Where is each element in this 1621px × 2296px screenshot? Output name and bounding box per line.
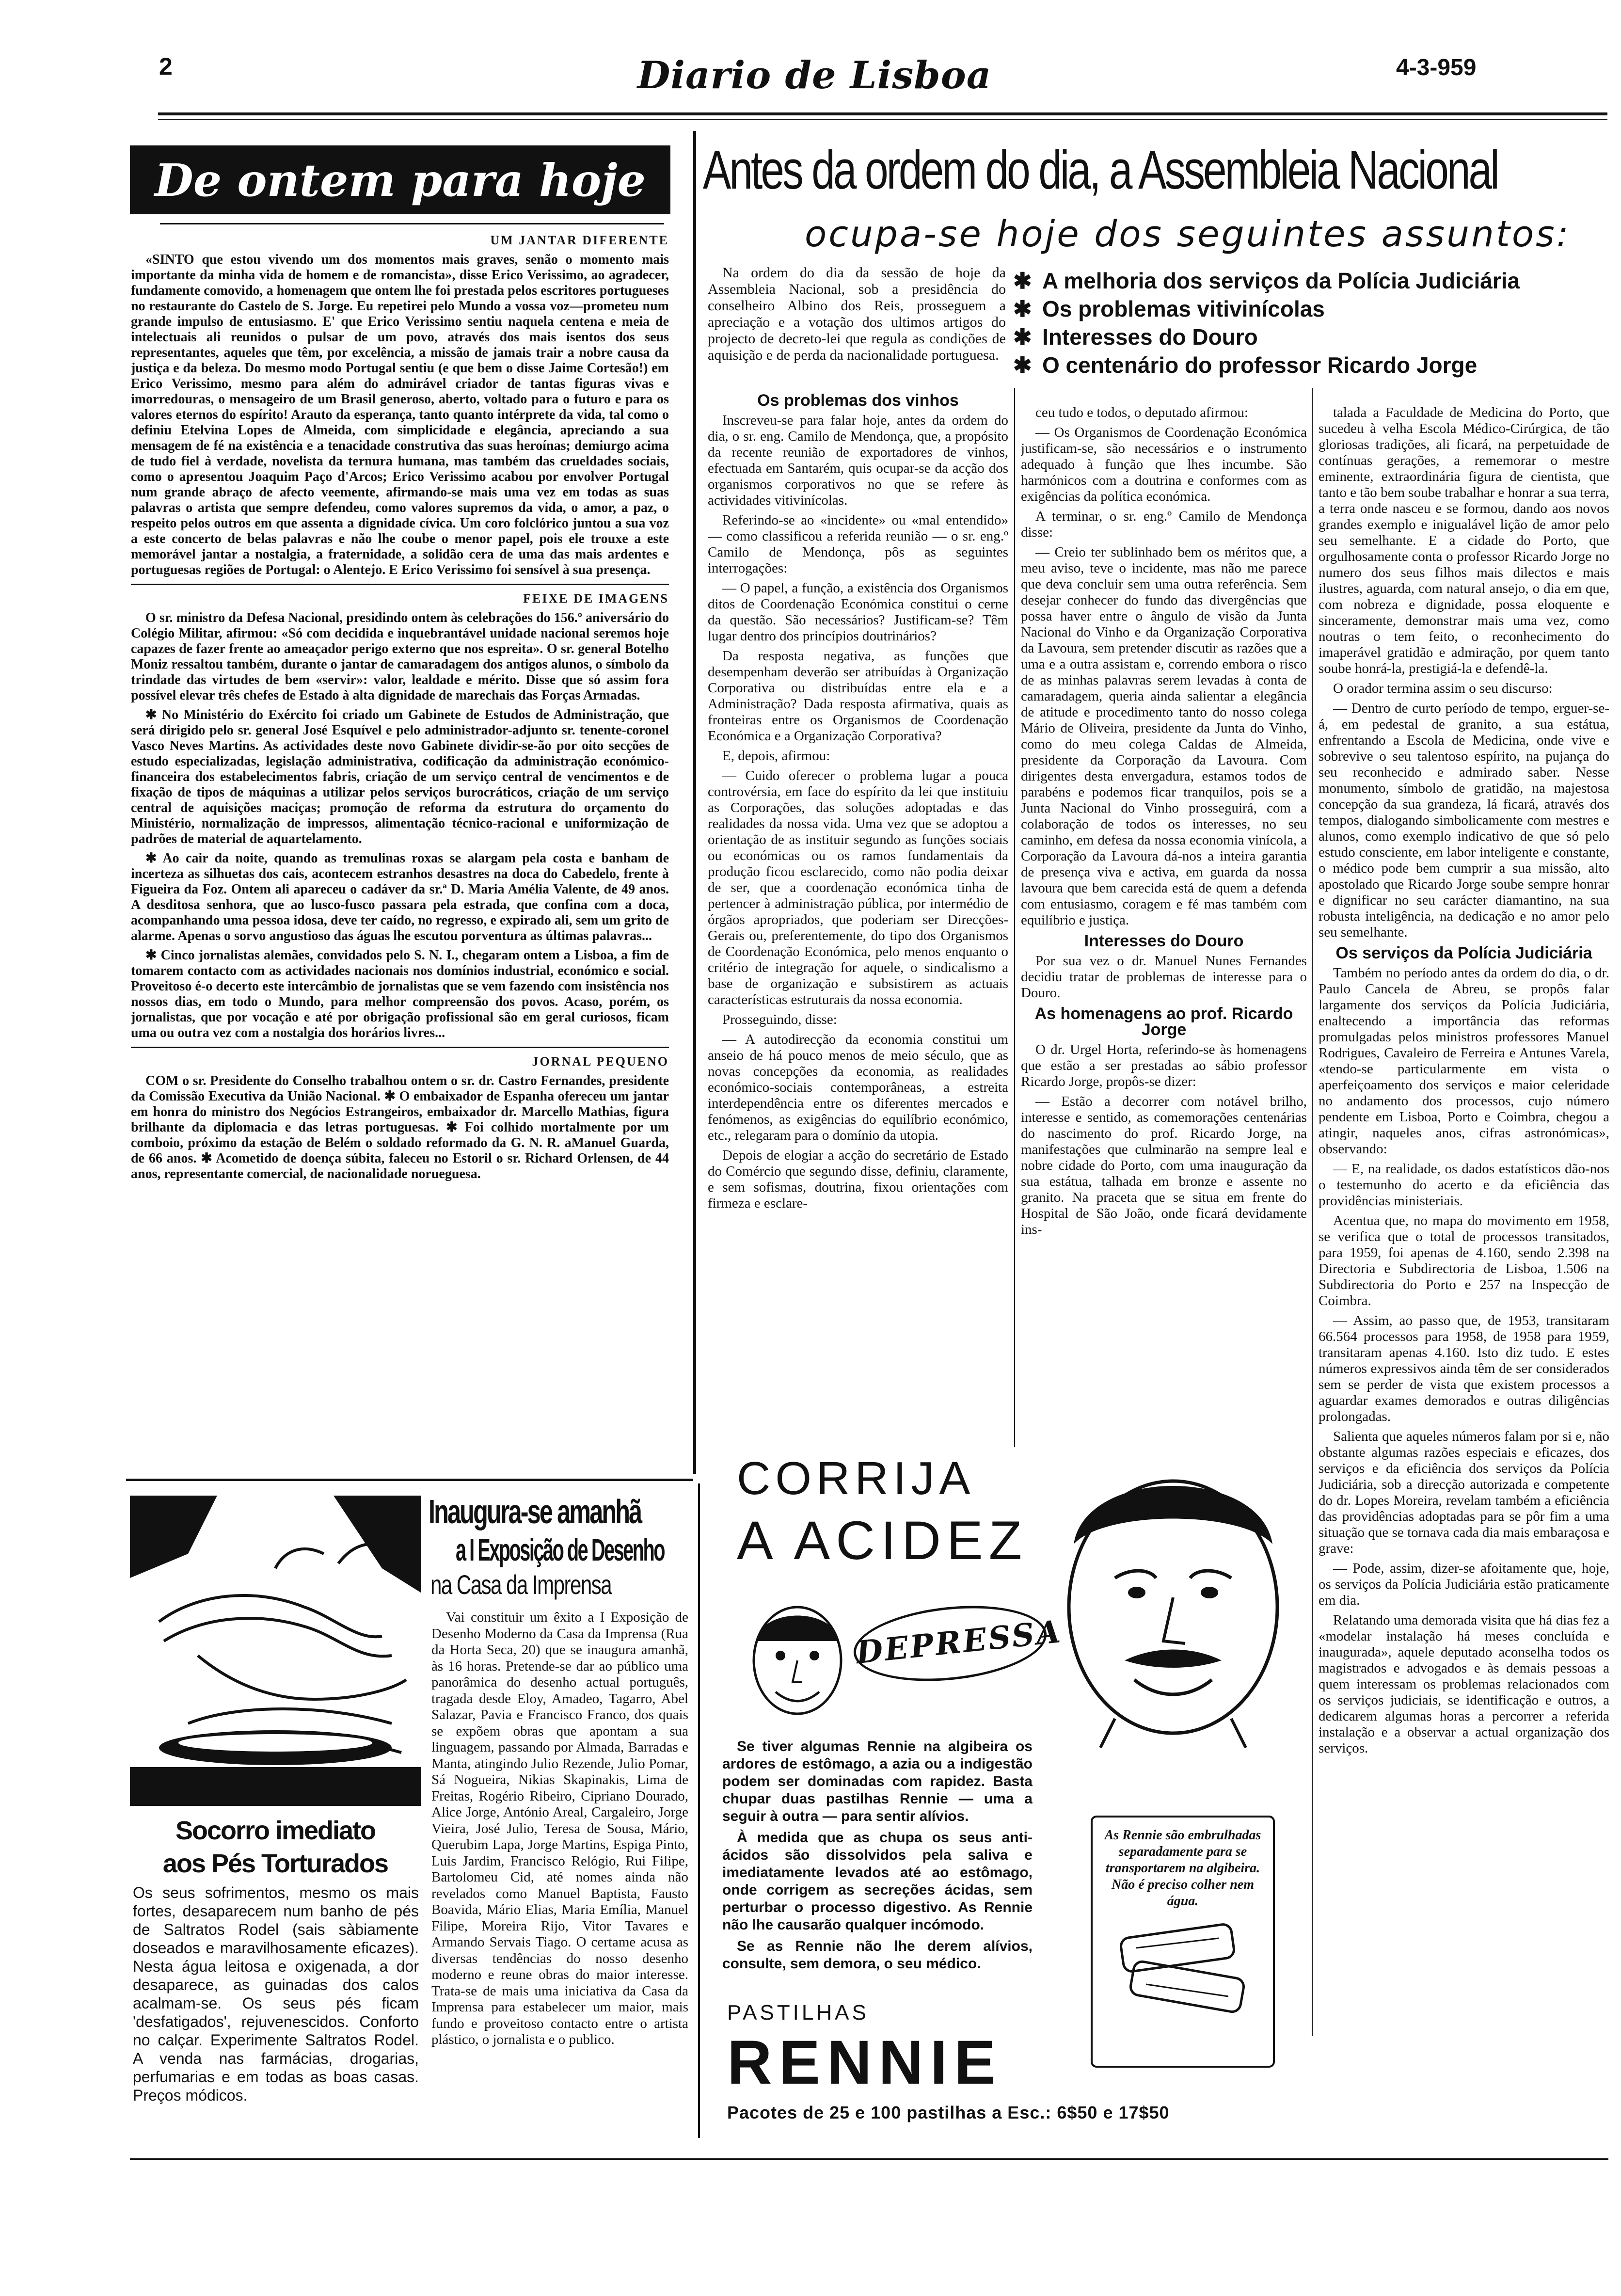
page-number: 2: [159, 53, 173, 80]
story-paragraph: ✱ Ao cair da noite, quando as tremulinas roxas se alargam pela costa e banham de incerteza as silhuetas dos cais, acontecem estranhos desastres na doca do Cabedelo, frente à Figueira da Foz. Ontem ali apareceu o cadáver da sr.ª D. Maria Amélia Valente, de 49 anos. A desditosa senhora, que ao lusco-fusco passara pela estrada, que confina com a doca, acompanhando uma pessoa idosa, deve ter caído, no regresso, e expirado ali, sem um grito de alarme. Apenas o sorvo angustioso das águas lhe escutou porventura as últimas palavras...: [131, 851, 669, 943]
story-heading: UM JANTAR DIFERENTE: [490, 233, 669, 247]
subhead-policia-judiciaria: Os serviços da Polícia Judiciária: [1335, 944, 1592, 962]
topic-item: ✱ O centenário do professor Ricardo Jorge: [1013, 351, 1614, 379]
column-divider: [1312, 388, 1313, 2036]
subhead-vinhos: Os problemas dos vinhos: [757, 391, 959, 410]
ad-feet-title-2: aos Pés Torturados: [162, 1849, 388, 1878]
header-rule-thin: [158, 119, 1607, 120]
asterisk-icon: ✱: [1013, 352, 1032, 378]
topic-item: ✱ Interesses do Douro: [1013, 323, 1614, 351]
column-divider: [698, 1483, 700, 2138]
assembly-headline: Antes da ordem do dia, a Assembleia Nacional: [703, 140, 1498, 200]
story-paragraph: ✱ No Ministério do Exército foi criado um Gabinete de Estudos de Administração, que será dirigido pelo sr. general José Esquível e pelo administrador-adjunto sr. tenente-coronel Vasco Neves Martins. As actividades deste novo Gabinete dividir-se-ão por oito secções de estudo especializadas, legislação administrativa, codificação da administração económico-financeira dos estabelecimentos fabris, criação de um serviço central de vencimentos e de fixação de tipos de máquinas a utilizar pelos serviços burocráticos, criação de um serviço central de aquisições maciças; promoção de reforma da estrutura do orçamento do Ministério, normalização de impressos, alimentação técnico-racional e uniformização de padrões de material de aquartelamento.: [131, 707, 669, 846]
story-paragraph: «SINTO que estou vivendo um dos momentos mais graves, senão o momento mais importante da minha vida de homem e de romancista», disse Erico Verissimo, ao agradecer, fundamente comovido, a homenagem que ontem lhe foi prestada pelos escritores portugueses no restaurante do Castelo de S. Jorge. Eu repetirei pelo Mundo a vossa voz—prometeu num grande impulso de entusiasmo. E' que Erico Verissimo sentiu naquela centena e meia de intelectuais ali reunidos o pulsar de um povo, através dos mais isentos dos seus representantes, aqueles que têm, por excelência, a missão de jamais trair a nobre causa da justiça e da beleza. Do mesmo modo Portugal sentiu (e que bem o disse Jaime Cortesão!) em Erico Verissimo, mesmo para além do admirável criador de tantas figuras vivas e imorredouras, o mensageiro de um Brasil generoso, aberto, voltado para o futuro e para os valores eternos do espírito! Arauto da esperança, tanto quanto intérprete da vida, tal como o definiu Etelvina Lopes de Almeida, com simplicidade e elegância, apreciando a sua mensagem de fé na existência e a tenacidade construtiva das suas heroínas; demiurgo acima de tudo fiel à verdade, novelista da ternura humana, mas também das crueldades sociais, como o apresentou Joaquim Paço d'Arcos; Erico Verissimo acabou por envolver Portugal num grande abraço de afecto veemente, afirmando-se mais uma vez em todas as suas palavras o artista que sempre defendeu, como valores supremos da vida, o amor, a paz, o respeito pelos outros em que assenta a dignidade cívica. Um coro folclórico juntou a sua voz a este concerto de belas palavras e não lhe coube o menor papel, pois ele trouxe a este memorável jantar a nostalgia, a fraternidade, a solidão cera de uma das mais ardentes e portuguesas regiões de Portugal: o Alentejo. E Erico Verissimo foi sensível à sua presença.: [131, 252, 669, 577]
rennie-brand-small: PASTILHAS: [727, 2001, 869, 2025]
column-divider: [693, 131, 696, 1474]
exposicao-body: Vai constituir um êxito a I Exposição de Desenho Moderno da Casa da Imprensa (Rua da Horta Seca, 20) que se inaugura amanhã, às 16 horas. Pretende-se dar ao público uma panorâmica do desenho actual português, tragada desde Eloy, Amadeo, Tagarro, Abel Salazar, Pavia e Francisco Franco, dos quais se expõem obras que apontam a sua linguagem, passando por Almada, Barradas e Manta, atingindo Julio Rezende, Julio Pomar, Sá Nogueira, Nikias Skapinakis, Lima de Freitas, Rogério Ribeiro, Cipriano Dourado, Alice Jorge, António Areal, Cargaleiro, Jorge Vieira, José Julio, Teresa de Sousa, Mário, Querubim Lapa, Jorge Martins, Espiga Pinto, Luis Jardim, Francisco Relógio, Rui Filipe, Bartolomeu Cid, até nomes ainda não revelados como Manuel Baptista, Fausto Boavida, Mário Elias, Maria Emília, Manuel Filipe, Moreira Rijo, Vitor Tavares e Armando Servais Tiago. O certame acusa as diversas tendências do nosso desenho moderno e reune obras do maior interesse. Trata-se de mais uma iniciativa da Casa da Imprensa para estabelecer um maior, mais fundo e proveitoso contacto entre o artista plástico, o jornalista e o publico.: [431, 1610, 688, 2047]
masthead: Diario de Lisboa: [637, 53, 992, 97]
rennie-headline-1: CORRIJA: [737, 1452, 975, 1504]
topic-item: ✱ A melhoria dos serviços da Polícia Judiciária: [1013, 267, 1614, 295]
asterisk-icon: ✱: [1013, 268, 1032, 293]
subhead-ricardo-jorge: As homenagens ao prof. Ricardo Jorge: [1034, 1004, 1293, 1039]
exposicao-headline-2: a I Exposição de Desenho: [456, 1532, 665, 1567]
assembly-topics: [1013, 267, 1614, 379]
rennie-packet-illustration: [1102, 1916, 1262, 2023]
rennie-badge: DEPRESSA: [850, 1597, 1050, 1690]
section-title: De ontem para hoje: [154, 154, 646, 207]
rennie-note: As Rennie são embrulhadas separadamente para se transportarem na algibeira. Não é preciso colher nem água.: [1104, 1828, 1261, 1909]
ad-saltratos: [130, 1496, 421, 2136]
rennie-price: Pacotes de 25 e 100 pastilhas a Esc.: 6$50 e 17$50: [727, 2103, 1170, 2122]
subhead-douro: Interesses do Douro: [1084, 932, 1244, 950]
exposicao-headline-3: na Casa da Imprensa: [430, 1569, 612, 1600]
story-paragraph: ✱ Cinco jornalistas alemães, convidados pelo S. N. I., chegaram ontem a Lisboa, a fim de tomarem contacto com as actividades nacionais nos domínios industrial, económico e social. Proveitoso é-o decerto este intercâmbio de jornalistas que se vem fazendo com insistência nos nossos dias, em todo o Mundo, para melhor compreensão dos povos. Acaso, porém, os jornalistas, que por vocação e até por obrigação profissional são em geral curiosos, ficam uma ou outra vez com a nostalgia dos horários livres...: [131, 948, 669, 1040]
story-heading: JORNAL PEQUENO: [532, 1054, 669, 1068]
rennie-body: Se tiver algumas Rennie na algibeira os ardores de estômago, a azia ou a indigestão podem ser dominadas com rapidez. Basta chupar duas pastilhas Rennie — uma a seguir à outra — para sentir alívios. À medida que as chupa os seus anti-ácidos são dissolvidos pela saliva e imediatamente levados até ao estômago, onde corrigem as secreções ácidas, sem perturbar o processo digestivo. As Rennie não lhe causarão qualquer incómodo. Se as Rennie não lhe derem alívios, consulte, sem demora, o seu médico.: [722, 1738, 1033, 1972]
ad-feet-title-1: Socorro imediato: [175, 1816, 376, 1845]
asterisk-icon: ✱: [1013, 324, 1032, 350]
assembly-column-2: ceu tudo e todos, o deputado afirmou: — Os Organismos de Coordenação Económica justificam-se, são necessários e o instrumento adequado à função que lhes incumbe. São harmónicos com a doutrina e conformes com as exigências da política económica. A terminar, o sr. eng.º Camilo de Mendonça disse: — Creio ter sublinhado bem os méritos que, a meu aviso, teve o incidente, mas não me parece que deva concluir sem uma outra referência. Sem desejar conhecer do fundo das divergências que possa haver entre o ângulo de visão da Junta Nacional do Vinho e da Organização Corporativa da Lavoura, sem pretender discutir as razões que a uma e a outra assistam e, correndo embora o risco de as minhas palavras serem levadas à conta de camaradagem, queria ainda salientar a elegância de atitude e procedimento tanto do nosso colega Mário de Oliveira, presidente da Junta do Vinho, como do meu colega Caldas de Almeida, presidente da Corporação da Lavoura. Com dirigentes desta envergadura, estamos todos de parabéns e podemos ficar tranquilos, pois se a Junta Nacional do Vinho prosseguirá, com a colaboração de todos os interesses, no seu caminho, em defesa da nossa economia vinícola, a Corporação da Lavoura dá-nos a inteira garantia de presença viva e activa, em guarda da nossa lavoura que bem carecida está de quem a defenda com entusiasmo, coragem e fé mas também com equilíbrio e justiça. Interesses do Douro Por sua vez o dr. Manuel Nunes Fernandes decidiu tratar de problemas de interesse para o Douro. As homenagens ao prof. Ricardo Jorge O dr. Urgel Horta, referindo-se às homenagens que estão a ser prestadas ao sábio professor Ricardo Jorge, propôs-se dizer: — Estão a decorrer com notável brilho, interesse e sentido, as comemorações centenárias do nascimento do prof. Ricardo Jorge, na manifestações que culminarão na sempre leal e nobre cidade do Porto, com uma inauguração da sua estátua, talhada em bronze e assente no granito. Na praceta que se situa em frente do Hospital de São João, onde ficará devidamente ins-: [1021, 405, 1307, 1237]
feet-bath-illustration: [130, 1496, 421, 1806]
assembly-subheadline: ocupa-se hoje dos seguintes assuntos:: [805, 213, 1571, 255]
assembly-column-1: Os problemas dos vinhos Inscreveu-se para falar hoje, antes da ordem do dia, o sr. eng. Camilo de Mendonça, que, a propósito da recente reunião de exportadores de vinhos, efectuada em Santarém, quis ocupar-se da acção dos organismos corporativos no que se refere às actividades vitivinícolas. Referindo-se ao «incidente» ou «mal entendido» — como classificou a referida reunião — o sr. eng.º Camilo de Mendonça, pôs as seguintes interrogações: — O papel, a função, a existência dos Organismos ditos de Coordenação Económica constitui o cerne da questão. São necessários? Justificam-se? Têm lugar dentro dos princípios doutrinários? Da resposta negativa, as funções que desempenham deverão ser atribuídas à Organização Corporativa ou distribuídas entre ela e a Administração? Dada resposta afirmativa, quais as fronteiras entre os Organismos de Coordenação Económica e a Organização Corporativa? E, depois, afirmou: — Cuido oferecer o problema lugar a pouca controvérsia, em face do espírito da lei que instituiu as Corporações, das soluções adoptadas e das realidades da nossa vida. Uma vez que se adoptou a orientação de as instituir segundo as funções sociais ou económicas ou os ramos fundamentais da produção ficou esclarecido, como não podia deixar de ser, que a coordenação económica tinha de pertencer à administração pública, por intermédio de órgãos apropriados, que poderiam ser Direcções-Gerais ou, preferentemente, do tipo dos Organismos de Coordenação Económica, pelo menos enquanto o critério de integração for aquele, o sindicalismo a base de organização e subsistirem as actuais características estruturais da nossa economia. Prosseguindo, disse: — A autodirecção da economia constitui um anseio de há pouco menos de meio século, que as novas concepções da economia, as realidades económico-sociais contemporâneas, a estreita interdependência entre os diferentes mercados e fenómenos, as exigências do equilíbrio económico, etc., relegaram para o domínio da utopia. Depois de elogiar a acção do secretário de Estado do Comércio que segundo disse, definiu, claramente, e sem sofismas, doutrina, fixou orientações com firmeza e esclare-: [708, 391, 1008, 1211]
man-face-large-illustration: [1047, 1447, 1299, 1748]
left-column: [131, 228, 669, 1469]
section-divider: [126, 1479, 693, 1481]
man-face-small-illustration: [742, 1588, 853, 1723]
assembly-column-3: talada a Faculdade de Medicina do Porto, que sucedeu à velha Escola Médico-Cirúrgica, de tão gloriosas tradições, ali ficará, na perpetuidade de contínuas gerações, a rememorar o mestre eminente, extraordinária figura de cientista, que tanto e tão bem soube trabalhar e honrar a sua terra, a terra onde nasceu e se formou, dando aos novos grandes exemplo e inigualável lição de amor pelo seu semelhante. E a cidade do Porto, que orgulhosamente conta o professor Ricardo Jorge no numero dos seus filhos mais dilectos e mais ilustres, aguarda, com natural ansejo, o dia em que, com nobreza e dignidade, possa eloquente e sinceramente, demonstrar mais uma vez, como noutras o tem feito, o reconhecimento do imaperável gratidão e admiração, por quem tanto soube honrá-la, prestigiá-la e defendê-la. O orador termina assim o seu discurso: — Dentro de curto período de tempo, erguer-se-á, em pedestal de granito, a sua estátua, enfrentando a Escola de Medicina, onde vive e sobrevive o seu talentoso espírito, na pujança do seu reconhecido e admirado saber. Nesse monumento, símbolo de gratidão, na majestosa concepção da sua grandeza, lá ficará, através dos tempos, dialogando simbolicamente com mestres e alunos, como exemplo indicativo de que só pelo estudo consciente, em labor inteligente e constante, o médico pode bem cumprir a sua missão, alto apostolado que Ricardo Jorge soube sempre honrar e dignificar no seu carácter diamantino, na sua robusta inteligência, na dedicação e no amor pelo seu semelhante. Os serviços da Polícia Judiciária Também no período antes da ordem do dia, o dr. Paulo Cancela de Abreu, se propôs falar largamente dos serviços da Polícia Judiciária, enaltecendo a importância das reformas promulgadas pelos ministros professores Manuel Rodrigues, Cavaleiro de Ferreira e Antunes Varela, «tendo-se particularmente em vista o aperfeiçoamento dos serviços e maior celeridade no andamento dos processos, cujo número pendente em Lisboa, Porto e Coimbra, chegou a atingir, naqueles anos, cifras astronómicas», observando: — E, na realidade, os dados estatísticos dão-nos o testemunho do acerto e da eficiência das providências ministeriais. Acentua que, no mapa do movimento em 1958, se verifica que o total de processos transitados, para 1959, foi apenas de 4.160, sendo 2.398 na Directoria e Subdirectoria de Lisboa, 1.506 na Subdirectoria do Porto e 257 na Inspecção de Coimbra. — Assim, ao passo que, de 1953, transitaram 66.564 processos para 1958, de 1958 para 1959, transitaram apenas 4.160. Isto diz tudo. E estes números expressivos ainda têm de ser considerados sem se perder de vista que existem processos a aguardar exames demorados e outras diligências prolongadas. Salienta que aqueles números falam por si e, não obstante algumas razões especiais e eficazes, dos serviços e da eficiência dos serviços da Polícia Judiciária, sob a direcção autorizada e competente do dr. Lopes Moreira, revelam também a eficiência das providências adoptadas para se pôr fim a uma situação que se tornava cada dia mais embaraçosa e grave: — Pode, assim, dizer-se afoitamente que, hoje, os serviços da Polícia Judiciária estão praticamente em dia. Relatando uma demorada visita que há dias fez a «modelar instalação há meses concluída e inaugurada», aquele deputado aconselha todos os magistrados e advogados e às demais pessoas a quem interessam os problemas relacionados com os serviços judiciais, se identificação e outros, a dedicarem algumas horas a percorrer a referida instalação e a observar a actual organização dos serviços.: [1319, 405, 1609, 1756]
story-paragraph: O sr. ministro da Defesa Nacional, presidindo ontem às celebrações do 156.º aniversário do Colégio Militar, afirmou: «Só com decidida e inquebrantável unidade nacional seremos hoje capazes de fazer frente ao ameaçador perigo externo que nos espreita». O sr. general Botelho Moniz ressaltou também, durante o jantar de camaradagem dos antigos alunos, o símbolo da trindade das virtudes de bem «servir»: valor, lealdade e mérito. Disse que só assim fora possível elevar três chefes de Estado à alta dignidade de marechais das Forças Armadas.: [131, 610, 669, 703]
section-title-box: [130, 145, 670, 214]
ad-rennie: [708, 1447, 1309, 2136]
rennie-brand: RENNIE: [727, 2028, 1002, 2097]
assembly-lead: Na ordem do dia da sessão de hoje da Assembleia Nacional, sob a presidência do conselheiro Albino dos Reis, prosseguem a apreciação e a votação dos ultimos artigos do projecto de decreto-lei que regula as condições de aquisição e de perda da nacionalidade portuguesa.: [708, 265, 1006, 363]
ad-feet-body: Os seus sofrimentos, mesmo os mais fortes, desaparecem num banho de pés de Saltratos Rodel (sais sàbiamente doseados e maravilhosamente eficazes). Nesta água leitosa e oxigenada, a dor desaparece, as guinadas dos calos acalmam-se. Os seus pés ficam 'desfatigados', rejuvenescidos. Conforto no calçar. Experimente Saltratos Rodel. A venda nas farmácias, drogarias, perfumarias e em todas as boas casas. Preços módicos.: [133, 1884, 419, 2104]
story-paragraph: COM o sr. Presidente do Conselho trabalhou ontem o sr. dr. Castro Fernandes, presidente da Comissão Executiva da União Nacional. ✱ O embaixador de Espanha ofereceu um jantar em honra do ministro dos Negócios Estrangeiros, embaixador dr. Marcello Mathias, figura brilhante da diplomacia e das letras portuguesas. ✱ Foi colhido mortalmente por um comboio, próximo da estação de Belém o soldado reformado da G. N. R. aManuel Guarda, de 66 anos. ✱ Acometido de doença súbita, faleceu no Estoril o sr. Richard Orlensen, de 44 anos, representante comercial, de nacionalidade norueguesa.: [131, 1073, 669, 1181]
exposicao-headline-1: Inaugura-se amanhã: [429, 1493, 641, 1531]
footer-rule: [130, 2158, 1608, 2160]
asterisk-icon: ✱: [1013, 296, 1032, 321]
rennie-headline-2: A ACIDEZ: [737, 1510, 1028, 1571]
rennie-note-box: [1091, 1816, 1275, 2068]
section-title-rule: [160, 223, 664, 224]
topic-item: ✱ Os problemas vitivinícolas: [1013, 295, 1614, 323]
story-heading: FEIXE DE IMAGENS: [523, 591, 669, 606]
column-divider: [1014, 388, 1015, 1450]
issue-date: 4-3-959: [1396, 55, 1477, 80]
header-rule: [158, 112, 1607, 115]
